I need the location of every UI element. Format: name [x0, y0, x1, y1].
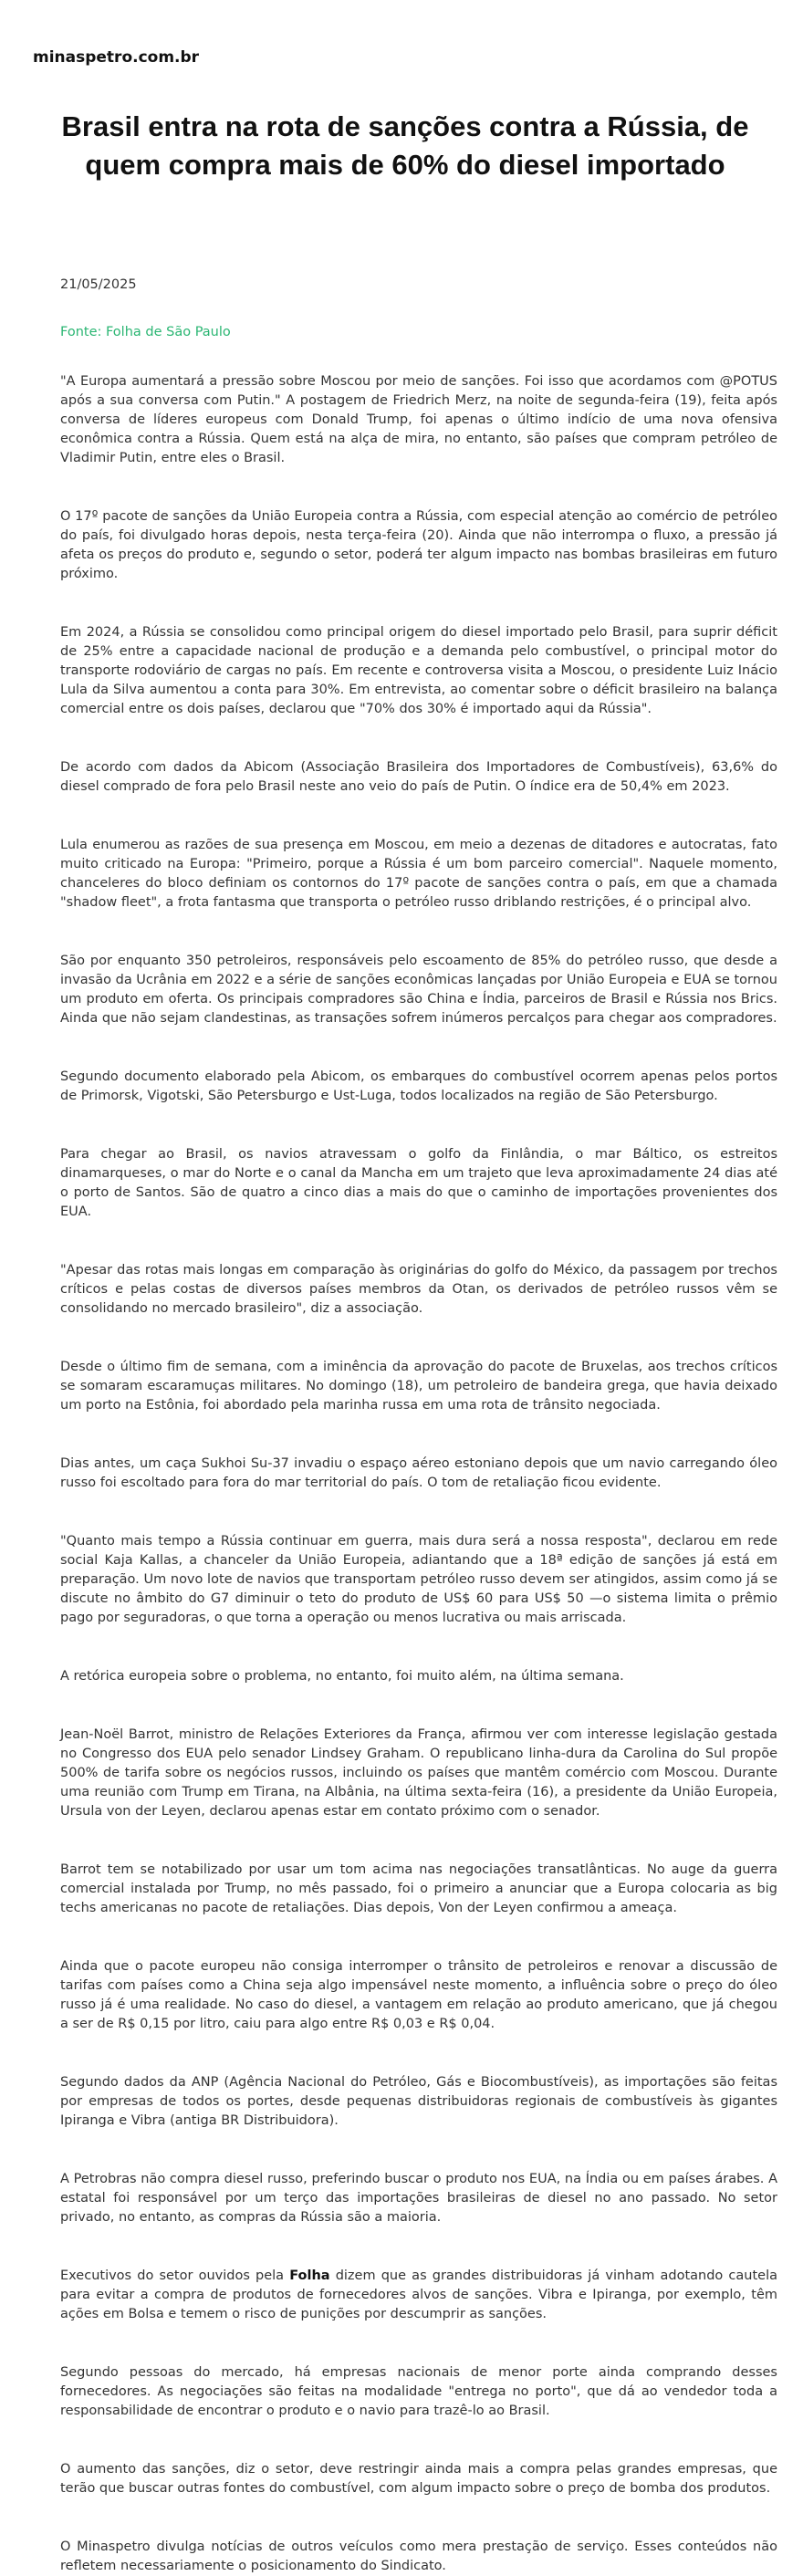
- article-paragraph: Segundo documento elaborado pela Abicom, os embarques do combustível ocorrem apenas pelos portos de Primorsk, Vigotski, São Petersburgo e Ust-Luga, todos localizados na região de São Petersburgo.: [60, 1069, 777, 1103]
- article-paragraph: "A Europa aumentará a pressão sobre Moscou por meio de sanções. Foi isso que acordamos com @POTUS após a sua conversa com Putin." A postagem de Friedrich Merz, na noite de segunda-feira (19), feita após conversa de líderes europeus com Donald Trump, foi apenas o último indício de uma nova ofensiva econômica contra a Rússia. Quem está na alça de mira, no entanto, são países que compram petróleo de Vladimir Putin, entre eles o Brasil.: [60, 374, 777, 465]
- article-paragraph: Segundo dados da ANP (Agência Nacional do Petróleo, Gás e Biocombustíveis), as importações são feitas por empresas de todos os portes, desde pequenas distribuidoras regionais de combustíveis às gigantes Ipiranga e Vibra (antiga BR Distribuidora).: [60, 2075, 777, 2128]
- article-paragraph: São por enquanto 350 petroleiros, responsáveis pelo escoamento de 85% do petróleo russo, que desde a invasão da Ucrânia em 2022 e a série de sanções econômicas lançadas por União Europeia e EUA se tornou um produto em oferta. Os principais compradores são China e Índia, parceiros de Brasil e Rússia nos Brics. Ainda que não sejam clandestinas, as transações sofrem inúmeros percalços para chegar aos compradores.: [60, 954, 777, 1026]
- article-paragraph: Barrot tem se notabilizado por usar um tom acima nas negociações transatlânticas. No auge da guerra comercial instalada por Trump, no mês passado, foi o primeiro a anunciar que a Europa colocaria as big techs americanas no pacote de retaliações. Dias depois, Von der Leyen confirmou a ameaça.: [60, 1862, 777, 1915]
- article-source: Fonte: Folha de São Paulo: [60, 325, 231, 339]
- article-paragraph: Jean-Noël Barrot, ministro de Relações Exteriores da França, afirmou ver com interesse legislação gestada no Congresso dos EUA pelo senador Lindsey Graham. O republicano linha-dura da Carolina do Sul propõe 500% de tarifa sobre os negócios russos, incluindo os países que mantêm comércio com Moscou. Durante uma reunião com Trump em Tirana, na Albânia, na última sexta-feira (16), a presidente da União Europeia, Ursula von der Leyen, declarou apenas estar em contato próximo com o senador.: [60, 1727, 777, 1819]
- article-date: 21/05/2025: [60, 277, 137, 292]
- paragraph-text: dizem que as grandes distribuidoras já vinham adotando cautela para evitar a compra de produtos de fornecedores alvos de sanções. Vibra e Ipiranga, por exemplo, têm ações em Bolsa e temem o risco de punições por descumprir as sanções.: [60, 2268, 778, 2321]
- article-paragraph: De acordo com dados da Abicom (Associação Brasileira dos Importadores de Combustíveis), 63,6% do diesel comprado de fora pelo Brasil neste ano veio do país de Putin. O índice era de 50,4% em 2023.: [60, 760, 777, 794]
- article-paragraph: "Apesar das rotas mais longas em comparação às originárias do golfo do México, da passagem por trechos críticos e pelas costas de diversos países membros da Otan, os derivados de petróleo russos vêm se consolidando no mercado brasileiro", diz a associação.: [60, 1263, 777, 1316]
- site-name[interactable]: minaspetro.com.br: [33, 48, 200, 67]
- article-title: Brasil entra na rota de sanções contra a Rússia, de quem compra mais de 60% do diesel importado: [61, 110, 749, 181]
- article-paragraph: "Quanto mais tempo a Rússia continuar em guerra, mais dura será a nossa resposta", declarou em rede social Kaja Kallas, a chanceler da União Europeia, adiantando que a 18ª edição de sanções já está em preparação. Um novo lote de navios que transportam petróleo russo devem ser atingidos, assim como já se discute no âmbito do G7 diminuir o teto do produto de US$ 60 para US$ 50 —o sistema limita o prêmio pago por seguradoras, o que torna a operação ou menos lucrativa ou mais arriscada.: [60, 1534, 777, 1625]
- article-paragraph: A Petrobras não compra diesel russo, preferindo buscar o produto nos EUA, na Índia ou em países árabes. A estatal foi responsável por um terço das importações brasileiras de diesel no ano passado. No setor privado, no entanto, as compras da Rússia são a maioria.: [60, 2172, 777, 2225]
- article-paragraph: [60, 2267, 777, 2324]
- article-paragraph: O aumento das sanções, diz o setor, deve restringir ainda mais a compra pelas grandes empresas, que terão que buscar outras fontes do combustível, com algum impacto sobre o preço de bomba dos produtos.: [60, 2462, 777, 2496]
- article-paragraph: Lula enumerou as razões de sua presença em Moscou, em meio a dezenas de ditadores e autocratas, fato muito criticado na Europa: "Primeiro, porque a Rússia é um bom parceiro comercial". Naquele momento, chanceleres do bloco definiam os contornos do 17º pacote de sanções contra o país, em que a chamada "shadow fleet", a frota fantasma que transporta o petróleo russo driblando restrições, é o principal alvo.: [60, 838, 777, 910]
- newspaper-name: Folha: [289, 2268, 330, 2283]
- article-paragraph: Desde o último fim de semana, com a iminência da aprovação do pacote de Bruxelas, aos trechos críticos se somaram escaramuças militares. No domingo (18), um petroleiro de bandeira grega, que havia deixado um porto na Estônia, foi abordado pela marinha russa em uma rota de trânsito negociada.: [60, 1360, 777, 1413]
- paragraph-text: Executivos do setor ouvidos pela: [60, 2268, 290, 2283]
- article-paragraph: O 17º pacote de sanções da União Europeia contra a Rússia, com especial atenção ao comércio de petróleo do país, foi divulgado horas depois, nesta terça-feira (20). Ainda que não interrompa o fluxo, a pressão já afeta os preços do produto e, segundo o setor, poderá ter algum impacto nas bombas brasileiras em futuro próximo.: [60, 509, 777, 581]
- article-paragraph: Em 2024, a Rússia se consolidou como principal origem do diesel importado pelo Brasil, para suprir déficit de 25% entre a capacidade nacional de produção e a demanda pelo combustível, o principal motor do transporte rodoviário de cargas no país. Em recente e controversa visita a Moscou, o presidente Luiz Inácio Lula da Silva aumentou a conta para 30%. Em entrevista, ao comentar sobre o déficit brasileiro na balança comercial entre os dois países, declarou que "70% dos 30% é importado aqui da Rússia".: [60, 625, 777, 716]
- article-paragraph: Ainda que o pacote europeu não consiga interromper o trânsito de petroleiros e renovar a discussão de tarifas com países como a China seja algo impensável neste momento, a influência sobre o preço do óleo russo já é uma realidade. No caso do diesel, a vantagem em relação ao produto americano, que já chegou a ser de R$ 0,15 por litro, caiu para algo entre R$ 0,03 e R$ 0,04.: [60, 1959, 777, 2031]
- article-paragraph: Para chegar ao Brasil, os navios atravessam o golfo da Finlândia, o mar Báltico, os estreitos dinamarqueses, o mar do Norte e o canal da Mancha em um trajeto que leva aproximadamente 24 dias até o porto de Santos. São de quatro a cinco dias a mais do que o caminho de importações provenientes dos EUA.: [60, 1147, 777, 1219]
- article-paragraph: Segundo pessoas do mercado, há empresas nacionais de menor porte ainda comprando desses fornecedores. As negociações são feitas na modalidade "entrega no porto", que dá ao vendedor toda a responsabilidade de encontrar o produto e o navio para trazê-lo ao Brasil.: [60, 2365, 777, 2418]
- article-paragraph: A retórica europeia sobre o problema, no entanto, foi muito além, na última semana.: [60, 1669, 624, 1684]
- article-paragraph: Dias antes, um caça Sukhoi Su-37 invadiu o espaço aéreo estoniano depois que um navio carregando óleo russo foi escoltado para fora do mar territorial do país. O tom de retaliação ficou evidente.: [60, 1456, 777, 1490]
- disclaimer: O Minaspetro divulga notícias de outros veículos como mera prestação de serviço. Esses conteúdos não refletem necessariamente o posicionamento do Sindicato.: [60, 2539, 777, 2573]
- article-body: [60, 372, 777, 2576]
